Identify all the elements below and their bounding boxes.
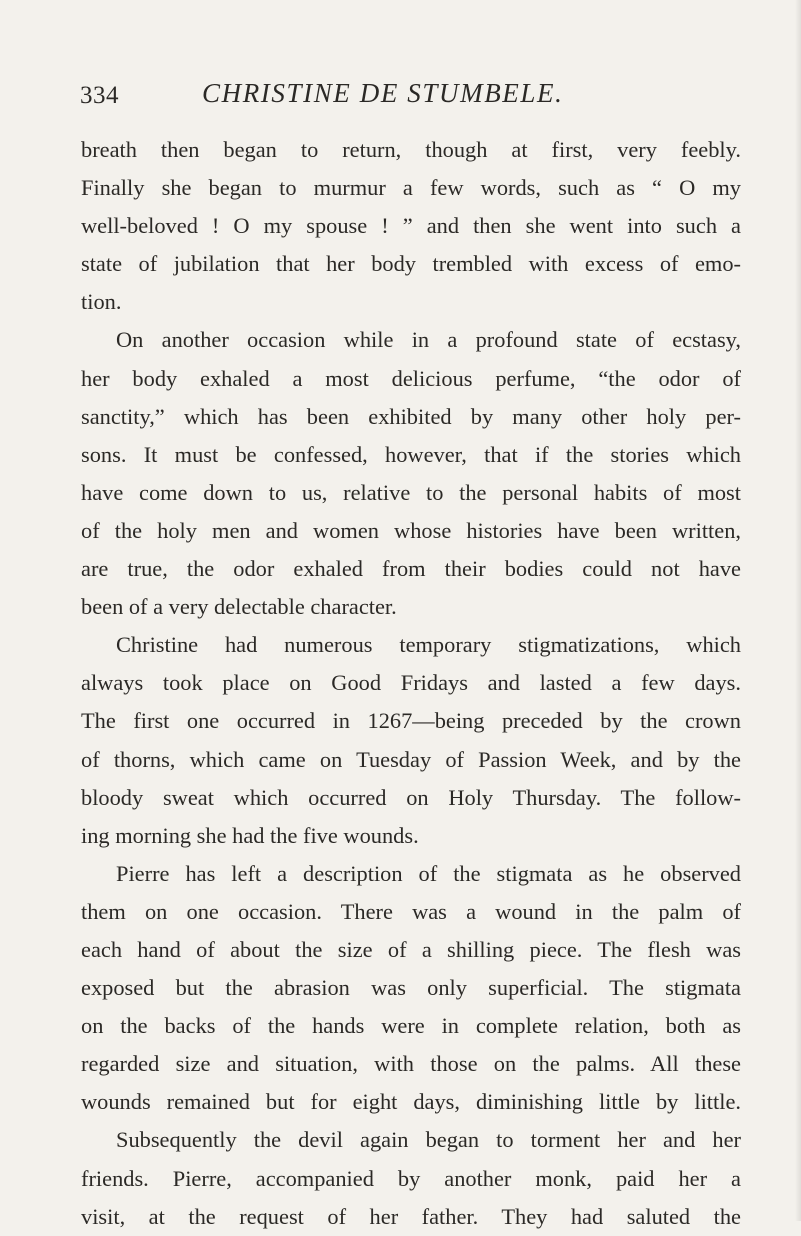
text-line: well-beloved ! O my spouse ! ” and then she went into such a [81, 213, 741, 239]
text-line: ing morning she had the five wounds. [81, 822, 419, 848]
text-line: Pierre has left a description of the stigmata as he observed [116, 860, 741, 886]
text-line: state of jubilation that her body trembled with excess of emo- [81, 251, 741, 277]
text-line: visit, at the request of her father. They had saluted the [81, 1203, 741, 1229]
text-line: them on one occasion. There was a wound in the palm of [81, 898, 741, 924]
text-line: each hand of about the size of a shilling piece. The flesh was [81, 936, 741, 962]
page-number: 334 [80, 82, 119, 109]
text-line: bloody sweat which occurred on Holy Thursday. The follow- [81, 784, 741, 810]
text-line: her body exhaled a most delicious perfume, “the odor of [81, 365, 741, 391]
text-line: have come down to us, relative to the personal habits of most [81, 479, 741, 505]
text-line: exposed but the abrasion was only superficial. The stigmata [81, 975, 741, 1001]
text-line: breath then began to return, though at first, very feebly. [81, 137, 741, 162]
text-line: On another occasion while in a profound state of ecstasy, [116, 327, 741, 353]
page-header [80, 78, 740, 118]
page-edge-shadow [795, 0, 801, 1221]
running-head: CHRISTINE DE STUMBELE. [202, 78, 564, 108]
text-line: Finally she began to murmur a few words, such as “ O my [81, 175, 741, 201]
text-line: sanctity,” which has been exhibited by many other holy per- [81, 403, 741, 429]
text-line: Subsequently the devil again began to torment her and her [116, 1127, 741, 1153]
text-line: been of a very delectable character. [81, 594, 397, 620]
text-line: tion. [81, 289, 122, 315]
text-line: always took place on Good Fridays and lasted a few days. [81, 670, 741, 696]
text-line: wounds remained but for eight days, diminishing little by little. [81, 1089, 741, 1115]
text-line: Christine had numerous temporary stigmatizations, which [116, 632, 741, 658]
text-line: sons. It must be confessed, however, that if the stories which [81, 441, 741, 467]
text-line: of thorns, which came on Tuesday of Passion Week, and by the [81, 746, 741, 772]
text-line: are true, the odor exhaled from their bodies could not have [81, 556, 741, 582]
text-line: of the holy men and women whose histories have been written, [81, 517, 741, 543]
text-line: friends. Pierre, accompanied by another monk, paid her a [81, 1165, 741, 1191]
text-line: The first one occurred in 1267—being preceded by the crown [81, 708, 741, 734]
text-line: regarded size and situation, with those on the palms. All these [81, 1051, 741, 1077]
text-line: on the backs of the hands were in complete relation, both as [81, 1013, 741, 1039]
body-text [81, 131, 741, 1236]
